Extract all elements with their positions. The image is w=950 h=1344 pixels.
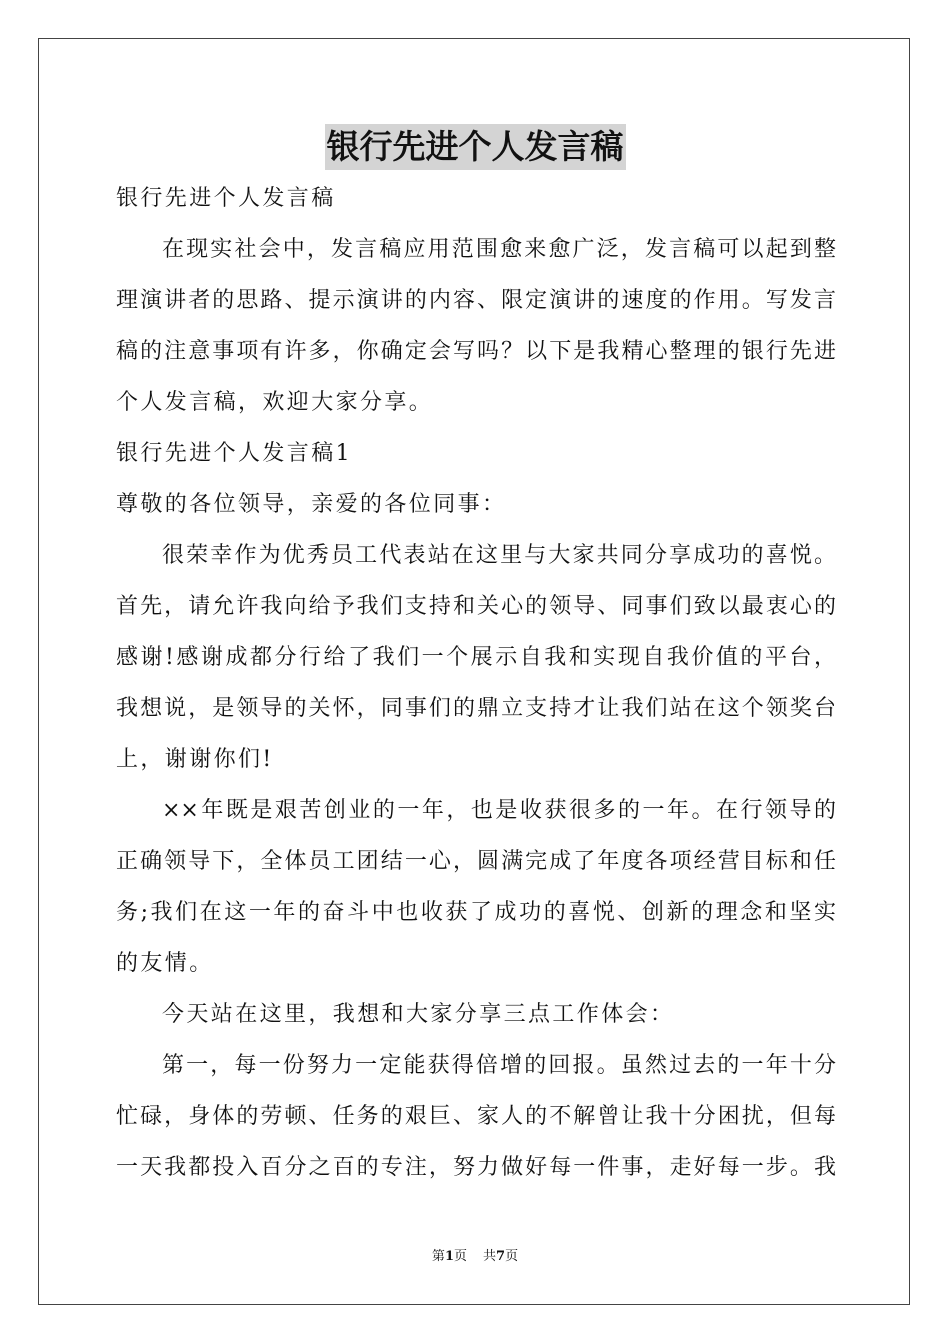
paragraph-line: 理演讲者的思路、提示演讲的内容、限定演讲的速度的作用。写发言 xyxy=(116,288,836,313)
paragraph-line: 的友情。 xyxy=(116,951,214,976)
section-heading: 银行先进个人发言稿1 xyxy=(116,441,352,466)
salutation-line: 尊敬的各位领导，亲爱的各位同事： xyxy=(116,492,507,517)
paragraph-line: ××年既是艰苦创业的一年，也是收获很多的一年。在行领导的 xyxy=(162,798,836,823)
total-label-prefix: 共 xyxy=(483,1249,497,1264)
paragraph-line: 上，谢谢你们! xyxy=(116,747,274,772)
page-current-number: 1 xyxy=(444,1249,454,1264)
paragraph-line: 务;我们在这一年的奋斗中也收获了成功的喜悦、创新的理念和坚实 xyxy=(116,900,836,925)
paragraph-line: 感谢!感谢成都分行给了我们一个展示自我和实现自我价值的平台， xyxy=(116,645,836,670)
page-footer xyxy=(0,1248,950,1266)
document-title-wrap xyxy=(0,124,950,170)
page-label-mid: 页 xyxy=(453,1249,467,1264)
paragraph-line: 正确领导下，全体员工团结一心，圆满完成了年度各项经营目标和任 xyxy=(116,849,836,874)
paragraph-line: 在现实社会中，发言稿应用范围愈来愈广泛，发言稿可以起到整 xyxy=(162,237,836,262)
page-label-prefix: 第 xyxy=(431,1249,445,1264)
paragraph-line: 我想说，是领导的关怀，同事们的鼎立支持才让我们站在这个领奖台 xyxy=(116,696,836,721)
subtitle-line: 银行先进个人发言稿 xyxy=(116,186,336,211)
total-label-suffix: 页 xyxy=(505,1249,519,1264)
paragraph-line: 很荣幸作为优秀员工代表站在这里与大家共同分享成功的喜悦。 xyxy=(162,543,836,568)
paragraph-line: 忙碌，身体的劳顿、任务的艰巨、家人的不解曾让我十分困扰，但每 xyxy=(116,1104,836,1129)
paragraph-line: 首先，请允许我向给予我们支持和关心的领导、同事们致以最衷心的 xyxy=(116,594,836,619)
paragraph-line: 个人发言稿，欢迎大家分享。 xyxy=(116,390,434,415)
document-title: 银行先进个人发言稿 xyxy=(325,124,626,170)
paragraph-line: 一天我都投入百分之百的专注，努力做好每一件事，走好每一步。我 xyxy=(116,1155,836,1180)
page-total-number: 7 xyxy=(496,1249,506,1264)
paragraph-line: 第一，每一份努力一定能获得倍增的回报。虽然过去的一年十分 xyxy=(162,1053,836,1078)
paragraph-line: 今天站在这里，我想和大家分享三点工作体会： xyxy=(162,1002,675,1027)
paragraph-line: 稿的注意事项有许多，你确定会写吗？以下是我精心整理的银行先进 xyxy=(116,339,836,364)
document-body xyxy=(116,182,836,1202)
